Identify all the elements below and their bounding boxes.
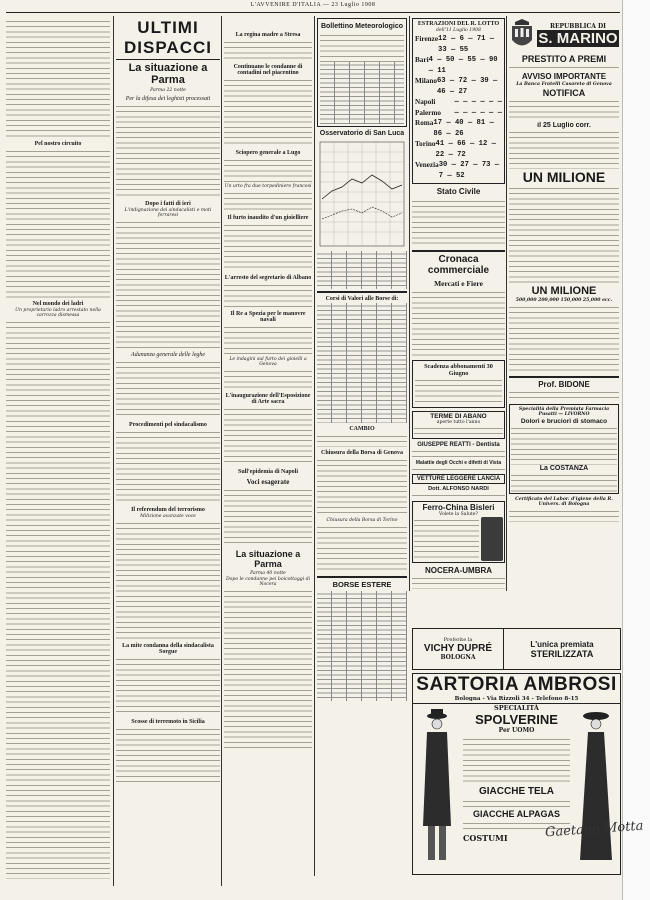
text-block (224, 77, 312, 147)
per-uomo-label: Per UOMO (498, 727, 535, 734)
section-heading: Scosse di terremoto in Sicilia (131, 719, 205, 725)
section-dateline: Parma 40 notte (250, 571, 286, 576)
section-heading: Adunanza generale delle leghe (130, 352, 206, 358)
text-block (412, 575, 505, 589)
ad-reatti: GIUSEPPE REATTI - Dentista (417, 442, 500, 448)
borse-table (317, 591, 407, 701)
section-heading: Sull'epidemia di Napoli (237, 469, 298, 475)
spolverine-label: SPOLVERINE (475, 712, 558, 727)
text-block (511, 472, 617, 492)
milione-heading: UN MILIONE (522, 169, 606, 185)
text-block (509, 98, 619, 122)
weather-chart (317, 139, 407, 249)
section-heading: Dopo i fatti di ieri (145, 201, 191, 207)
specialita-label: SPECIALITÀ (494, 704, 539, 712)
man-figure-illustration (419, 706, 455, 866)
section-subheading: Un proprietario ladro arrestato nella carrozza dismessa (15, 308, 101, 318)
text-block (224, 282, 312, 308)
text-block (415, 377, 502, 405)
section-heading: L'arresto del segretario di Albano (224, 275, 312, 281)
section-heading: L'inaugurazione dell'Esposizione di Arte sacra (225, 393, 311, 405)
handwritten-signature: Gaetano Motta (544, 818, 644, 841)
section-subheading: Voci esagerate (246, 478, 290, 486)
text-block (317, 457, 407, 517)
dispacci-title: ULTIMI DISPACCI (116, 18, 220, 60)
vichy-brand: VICHY DUPRÉ (423, 643, 493, 654)
ad-pusatti (509, 404, 619, 494)
giacche-tela-label: GIACCHE TELA (479, 786, 554, 797)
lotto-list (415, 34, 502, 181)
observation-table (317, 251, 407, 289)
lotto-row: Palermo — — — — — — (415, 108, 502, 117)
ad-title: Specialità della Premiata Farmacia Pusatti — LIVORNO (518, 407, 610, 417)
text-block (509, 64, 619, 72)
text-block (6, 148, 110, 298)
section-heading: Pel nostro circuito (34, 141, 82, 147)
notice-title: Scadenza abbonamenti 30 Giugno (424, 363, 493, 377)
text-block (224, 39, 312, 61)
bottle-illustration (481, 517, 503, 561)
giacche-alpagas-label: GIACCHE ALPAGAS (472, 809, 560, 819)
milione-heading-2: UN MILIONE (531, 285, 597, 297)
woman-figure-illustration (578, 706, 614, 866)
ad-bisleri (412, 501, 505, 563)
text-block (116, 103, 220, 198)
lotto-row: Roma 17 — 40 — 81 — 86 — 26 (415, 119, 494, 138)
lead-headline: La situazione a Parma (128, 62, 208, 86)
ad-abano (412, 411, 505, 439)
column-3 (224, 18, 312, 888)
lead-dateline: Parma 22 notte (150, 88, 186, 93)
divider (317, 576, 407, 578)
section-heading: Corsi di Valori alle Borse di: (325, 296, 399, 302)
lotto-row: Firenze 12 — 6 — 71 — 33 — 55 (415, 35, 495, 54)
section-heading: Continuano le condanne di contadini nel piacentino (233, 64, 303, 76)
text-block (414, 517, 479, 561)
section-heading: La situazione a Parma (235, 549, 301, 569)
weather-table (320, 62, 404, 124)
column-1 (6, 18, 110, 888)
costumi-label: COSTUMI (463, 833, 508, 843)
text-block (116, 726, 220, 786)
text-block (414, 425, 503, 437)
section-heading: CAMBIO (349, 426, 375, 432)
ad-title: Ferro-China Bisleri (422, 503, 495, 512)
text-block (116, 359, 220, 419)
column-rule (506, 16, 507, 591)
text-block (412, 448, 505, 460)
text-block (6, 319, 110, 879)
bollettino-box (317, 18, 407, 127)
text-block (224, 190, 312, 212)
text-block (224, 406, 312, 466)
ad-subtitle: aperte tutto l'anno (436, 420, 481, 425)
section-subheading: Milizione avanzate voce (140, 514, 196, 519)
price-list (463, 798, 570, 808)
ad-nardi: Dott. ALFONSO NARDI (428, 486, 489, 492)
lotto-box (412, 18, 505, 184)
premi-line: 500,000 200,000 150,000 25,000 ecc. (515, 298, 613, 303)
ad-bidone: Prof. BIDONE (538, 380, 590, 389)
masthead: L'AVVENIRE D'ITALIA — 23 Luglio 1908 (6, 2, 620, 13)
column-4 (317, 18, 407, 878)
section-heading: Stato Civile (436, 187, 481, 196)
lotto-row: Venezia 30 — 27 — 73 — 7 — 52 (415, 161, 500, 180)
section-heading: Il Re a Spezia per le manovre navali (230, 311, 306, 323)
text-block (412, 289, 505, 357)
column-rule (113, 16, 114, 886)
text-block (509, 508, 619, 522)
ad-lancia: VETTURE LEGGERE LANCIA (412, 474, 505, 484)
vichy-sterilizzata: STERILIZZATA (530, 648, 594, 659)
ad-title: TERME DI ABANO (430, 413, 487, 420)
text-block (412, 466, 505, 474)
text-block (412, 492, 505, 498)
lotto-row: Bari 4 — 50 — 55 — 90 — 11 (415, 56, 498, 75)
certificate-line: Certificato del Labor. d'igiene della R. Univers. di Bologna (515, 497, 613, 507)
section-heading: BORSE ESTERE (332, 580, 392, 589)
divider (509, 376, 619, 378)
section-heading: La regina madre a Stresa (235, 32, 301, 38)
section-heading: Osservatorio di San Luca (319, 130, 405, 137)
column-rule (221, 16, 222, 886)
ad-malattie: Malattie degli Occhi e difetti di Vista (415, 460, 502, 466)
vichy-prefix: Preferite la (443, 637, 473, 643)
text-block (224, 324, 312, 356)
text-block (116, 656, 220, 716)
page-margin (622, 0, 650, 900)
lotto-title: ESTRAZIONI DEL R. LOTTO (417, 21, 500, 27)
section-heading: Procedimenti pel sindacalismo (129, 422, 207, 428)
section-heading: Chiusura della Borsa di Genova (320, 450, 403, 456)
sartoria-title: SARTORIA AMBROSI (416, 674, 617, 695)
ad-nocera: NOCERA-UMBRA (424, 566, 493, 575)
text-block (317, 433, 407, 447)
section-heading: Cronaca commerciale (427, 254, 490, 276)
section-heading: Il furto inaudito d'un gioielliere (227, 215, 309, 221)
text-block (6, 18, 110, 138)
san-marino-header (509, 18, 619, 52)
prestito-heading: PRESTITO A PREMI (521, 54, 607, 64)
date-heading: il 25 Luglio corr. (537, 122, 591, 129)
section-subheading: Dopo le condanne pei boicottaggi di Nocera (225, 577, 311, 587)
section-heading: Bollettino Meteorologico (320, 23, 404, 30)
lotto-row: Torino 41 — 66 — 12 — 22 — 72 (415, 140, 496, 159)
text-block (317, 524, 407, 574)
vichy-city: BOLOGNA (440, 654, 476, 661)
notifica-heading: NOTIFICA (542, 88, 586, 98)
section-subheading: L'indignazione dei sindacalisti e moti ferraresi (124, 208, 212, 218)
column-6 (509, 18, 619, 593)
avviso-heading: AVVISO IMPORTANTE (521, 72, 607, 81)
section-heading: La mite condanna della sindacalista Sorgue (122, 643, 214, 655)
text-block (224, 157, 312, 183)
text-block (224, 588, 312, 748)
ad-vichy (412, 628, 621, 670)
values-table (317, 303, 407, 423)
republic-name: S. MARINO (538, 30, 618, 47)
section-heading: Chiusura della Borsa di Torino (326, 518, 398, 523)
section-heading: Le indagini sul furto dei gioielli a Genova (229, 357, 307, 367)
ad-sartoria (412, 673, 621, 875)
text-block (509, 389, 619, 401)
dispacci-column (116, 18, 220, 888)
column-rule (409, 16, 410, 591)
section-subheading: Mercati e Fiere (434, 279, 483, 288)
divider (412, 250, 505, 252)
price-list (463, 736, 570, 784)
text-block (511, 425, 617, 465)
sartoria-address: Bologna - Via Rizzoli 34 - Telefono 8-15 (413, 696, 620, 704)
banca-line: La Banca Fratelli Casareto di Genova (516, 82, 612, 87)
column-5 (412, 18, 505, 593)
text-block (224, 222, 312, 272)
column-rule (314, 16, 315, 876)
vichy-tagline: L'unica premiata (530, 639, 594, 649)
lead-subhead: Per la difesa dei leghisti processati (125, 96, 211, 102)
text-block (509, 129, 619, 169)
coat-of-arms-icon (509, 18, 535, 52)
ad-costanza: La COSTANZA (539, 465, 589, 472)
ad-slogan: Volete la Salute? (439, 512, 478, 517)
text-block (116, 520, 220, 640)
lotto-row: Napoli — — — — — — (415, 98, 502, 106)
ad-subtitle: Dolori e bruciori di stomaco (520, 418, 608, 425)
section-heading: Un urto fra due torpediniere francesi (224, 184, 312, 189)
lotto-date: dell'11 Luglio 1908 (436, 28, 481, 33)
divider (317, 291, 407, 293)
text-block (116, 429, 220, 504)
section-heading: Il referendum del terrorismo (131, 507, 205, 513)
section-heading: Sciopero generale a Lugo (235, 150, 301, 156)
republic-label: REPUBBLICA DI (549, 23, 606, 30)
text-block (116, 219, 220, 349)
text-block (224, 487, 312, 547)
text-block (224, 368, 312, 390)
text-block (509, 185, 619, 285)
lotto-row: Milano 63 — 72 — 39 — 46 — 27 (415, 77, 498, 96)
text-block (412, 198, 505, 248)
section-heading: Nel mondo dei ladri (32, 301, 84, 307)
text-block (320, 32, 404, 62)
text-block (509, 304, 619, 374)
notice-box (412, 360, 505, 408)
